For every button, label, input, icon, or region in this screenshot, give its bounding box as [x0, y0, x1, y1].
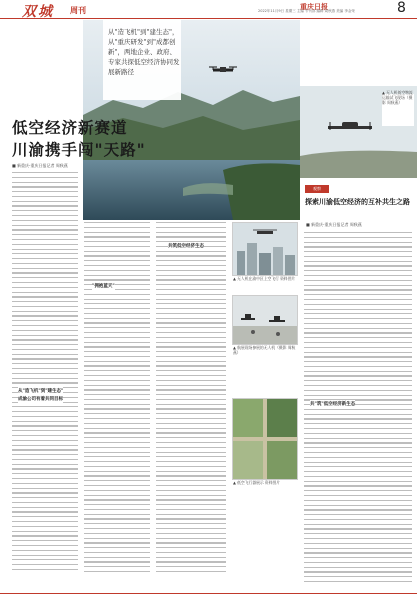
- article-column-1: [12, 172, 78, 592]
- paper-name: 重庆日报: [300, 2, 328, 11]
- headline-line-2: 川渝携手闯"天路": [12, 140, 146, 159]
- section-name: 周刊: [70, 6, 86, 15]
- subhead-2: 成渝公司有着共同目标: [18, 397, 63, 402]
- commentary-body: [304, 232, 412, 592]
- dateline: 2022年11月9日 星期三 主编 专刊部 编辑 周秋燕 美编 李金荣: [258, 9, 355, 13]
- footer-rule: [0, 593, 417, 594]
- caption-3: ▲ 低空飞行器展示 资料图片: [233, 480, 281, 485]
- caption-2: ▲ 航展现场参展的无人机（摄影 周秋燕）: [233, 345, 296, 355]
- subhead-3: "拥抱蓝天": [92, 284, 115, 289]
- lede-text: 从"造飞机"到"建生态"，从"重庆研发"到"成都创新"，两地企业、政府、专家共探低空经济协同发展新路径: [108, 28, 180, 76]
- photo-airshow-graphic: [233, 296, 297, 344]
- commentary-title: 探索川渝低空经济的互补共生之路: [305, 197, 410, 206]
- section-tag: 观察: [305, 185, 329, 193]
- drone-icon: [209, 67, 237, 72]
- photo-airshow: [232, 295, 298, 345]
- page-number: 8: [397, 0, 406, 16]
- main-headline: [12, 117, 146, 161]
- commentary-byline: ■ 新重庆-重庆日报记者 周秋燕: [306, 222, 362, 227]
- photo-drone-city-graphic: [233, 223, 297, 275]
- photo-drone-city: [232, 222, 298, 276]
- subhead-4: 共筑低空经济生态: [168, 244, 204, 249]
- caption-1: ▲ 无人机在渝中区上空飞行 资料图片: [233, 276, 296, 281]
- photo-farmland: [232, 398, 298, 480]
- headline-line-1: 低空经济新赛道: [12, 118, 128, 137]
- byline: ■ 新重庆-重庆日报记者 周秋燕: [12, 163, 68, 168]
- subhead-5: 共"筑"低空经济新生态: [310, 402, 356, 407]
- subhead-1: 从"造飞机"到"建生态": [18, 389, 64, 394]
- masthead-logo: 双城: [22, 4, 54, 20]
- article-column-3: [156, 222, 226, 592]
- photo-farmland-graphic: [233, 399, 297, 479]
- article-column-2: [84, 222, 150, 592]
- right-photo-caption: ▲ 无人机低空物流运输试飞现场（摄影 周秋燕）: [382, 90, 413, 105]
